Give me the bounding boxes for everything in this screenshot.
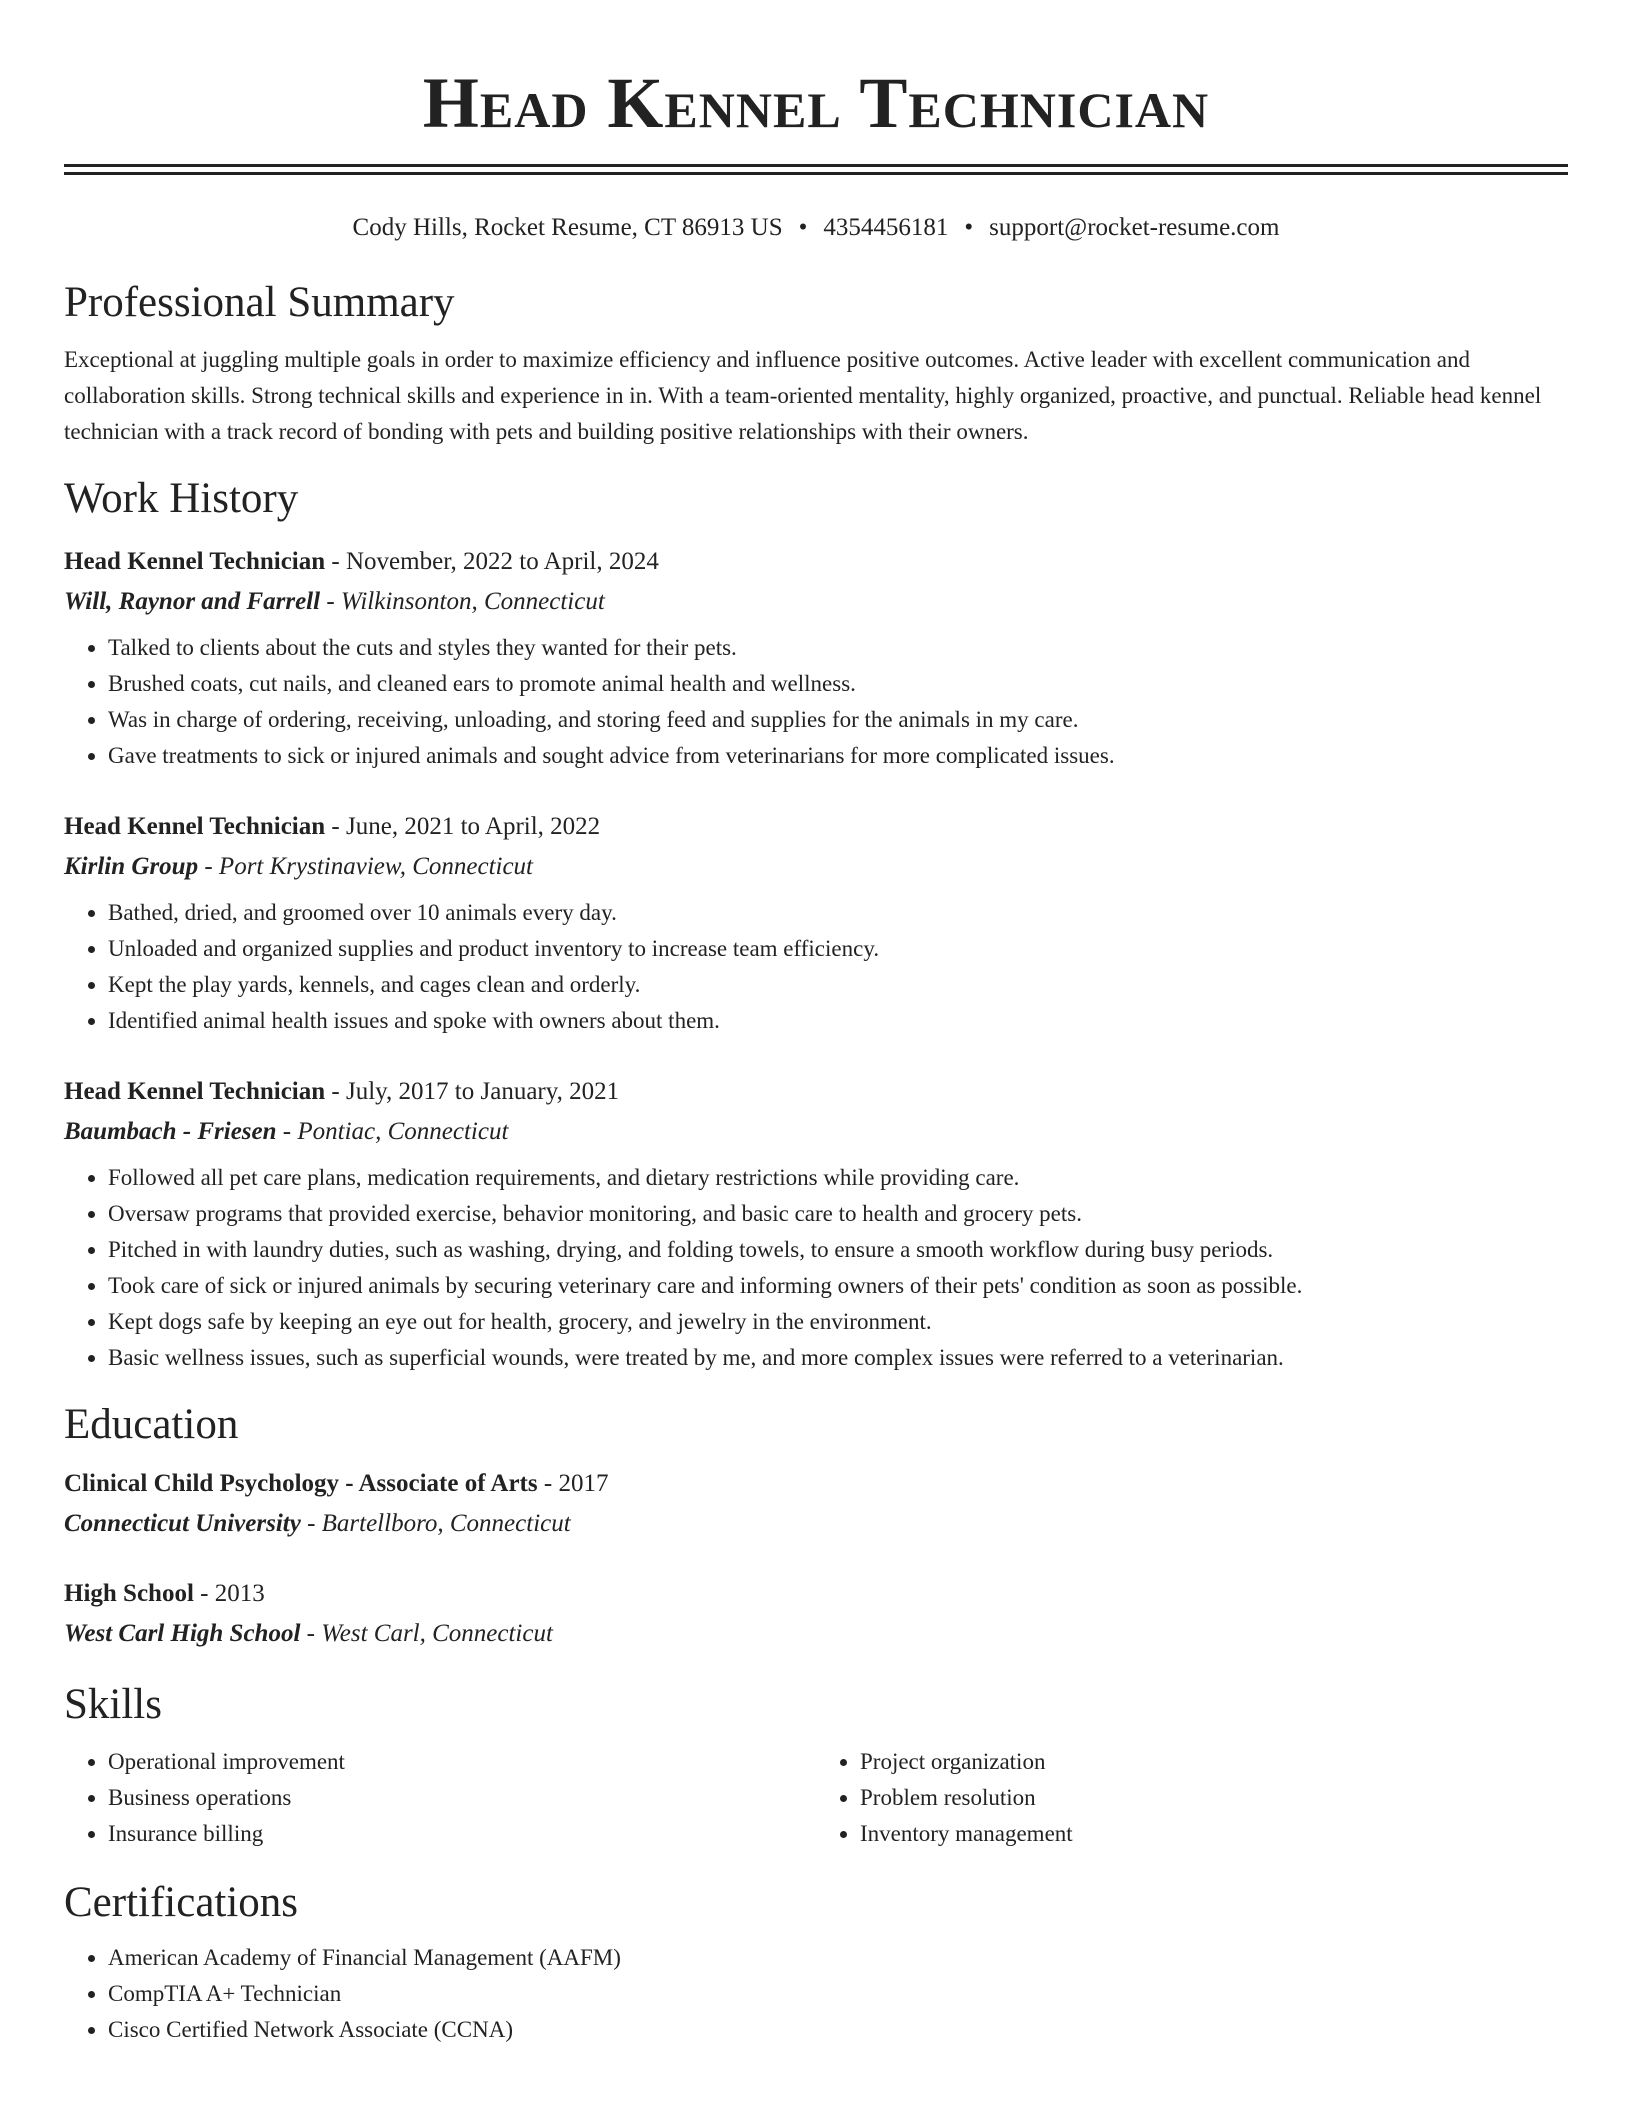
education-location: West Carl, Connecticut	[321, 1620, 553, 1647]
job-duty: • Basic wellness issues, such as superficial wounds, were treated by me, and more complex issues were referred to a veterinarian.	[108, 1340, 1568, 1376]
education-heading-line: Clinical Child Psychology - Associate of Arts - 2017	[64, 1470, 609, 1497]
education-year: 2013	[214, 1580, 265, 1607]
education-year: 2017	[558, 1470, 609, 1497]
skill-item: • Insurance billing	[108, 1816, 816, 1852]
job-entry	[64, 542, 1568, 774]
contact-separator: •	[798, 214, 808, 241]
job-duty: • Brushed coats, cut nails, and cleaned ears to promote animal health and wellness.	[108, 666, 1568, 702]
certification-item: • Cisco Certified Network Associate (CCNA)	[108, 2012, 1568, 2048]
job-dates: November, 2022 to April, 2024	[346, 548, 659, 575]
job-location: Pontiac, Connecticut	[297, 1118, 509, 1145]
skill-item: • Problem resolution	[860, 1780, 1568, 1816]
skills-heading: Skills	[64, 1681, 162, 1728]
education-location: Bartellboro, Connecticut	[321, 1510, 571, 1537]
education-school: West Carl High School	[64, 1620, 301, 1647]
contact-phone: 4354456181	[823, 214, 949, 241]
job-duties-list	[64, 630, 1568, 774]
job-duty: • Bathed, dried, and groomed over 10 animals every day.	[108, 895, 1568, 931]
education-entry	[64, 1574, 1568, 1654]
skill-item: • Operational improvement	[108, 1744, 816, 1780]
job-location: Wilkinsonton, Connecticut	[340, 588, 605, 615]
job-role: Head Kennel Technician	[64, 1078, 326, 1105]
education-degree: Clinical Child Psychology - Associate of Arts	[64, 1470, 538, 1497]
job-employer-line: Will, Raynor and Farrell - Wilkinsonton, Connecticut	[64, 588, 605, 615]
job-duty: • Identified animal health issues and spoke with owners about them.	[108, 1003, 1568, 1039]
header-rule-top	[64, 164, 1568, 167]
job-heading: Head Kennel Technician - November, 2022 to April, 2024	[64, 548, 659, 575]
resume-title: Head Kennel Technician	[422, 63, 1210, 143]
education-school-line: West Carl High School - West Carl, Connecticut	[64, 1620, 553, 1647]
summary-heading: Professional Summary	[64, 279, 455, 326]
job-entry	[64, 1072, 1568, 1376]
certification-item: • CompTIA A+ Technician	[108, 1976, 1568, 2012]
job-duty: • Took care of sick or injured animals by securing veterinary care and informing owners of their pets' condition as soon as possible.	[108, 1268, 1568, 1304]
job-role: Head Kennel Technician	[64, 813, 326, 840]
education-degree: High School	[64, 1580, 194, 1607]
job-dates: July, 2017 to January, 2021	[346, 1078, 620, 1105]
job-location: Port Krystinaview, Connecticut	[218, 853, 533, 880]
job-entry	[64, 807, 1568, 1039]
skills-columns	[64, 1744, 1568, 1852]
job-duties-list	[64, 895, 1568, 1039]
summary-text: Exceptional at juggling multiple goals in order to maximize efficiency and influence positive outcomes. Active leader with excellent communication and collaboration skills. Strong technical skills and experience in in. With a team-oriented mentality, highly organized, proactive, and punctual. Reliable head kennel technician with a track record of bonding with pets and building positive relationships with their owners.	[64, 347, 1542, 444]
job-role: Head Kennel Technician	[64, 548, 326, 575]
job-duty: • Kept dogs safe by keeping an eye out for health, grocery, and jewelry in the environment.	[108, 1304, 1568, 1340]
certifications-list	[64, 1940, 1568, 2048]
job-company: Will, Raynor and Farrell	[64, 588, 321, 615]
education-heading-line: High School - 2013	[64, 1580, 265, 1607]
job-company: Kirlin Group	[64, 853, 199, 880]
certifications-heading: Certifications	[64, 1879, 299, 1926]
skill-item: • Project organization	[860, 1744, 1568, 1780]
contact-email: support@rocket-resume.com	[989, 214, 1280, 241]
skill-item: • Inventory management	[860, 1816, 1568, 1852]
skills-list-left	[64, 1744, 816, 1852]
certification-item: • American Academy of Financial Management (AAFM)	[108, 1940, 1568, 1976]
job-duty: • Oversaw programs that provided exercise, behavior monitoring, and basic care to health and grocery pets.	[108, 1196, 1568, 1232]
job-employer-line: Baumbach - Friesen - Pontiac, Connecticut	[64, 1118, 509, 1145]
education-school: Connecticut University	[64, 1510, 301, 1537]
education-entry	[64, 1464, 1568, 1544]
job-company: Baumbach - Friesen	[64, 1118, 277, 1145]
job-dates: June, 2021 to April, 2022	[346, 813, 601, 840]
job-duty: • Gave treatments to sick or injured animals and sought advice from veterinarians for more complicated issues.	[108, 738, 1568, 774]
job-duty: • Unloaded and organized supplies and product inventory to increase team efficiency.	[108, 931, 1568, 967]
education-school-line: Connecticut University - Bartellboro, Connecticut	[64, 1510, 571, 1537]
contact-separator: •	[964, 214, 974, 241]
job-duty: • Followed all pet care plans, medication requirements, and dietary restrictions while providing care.	[108, 1160, 1568, 1196]
job-duty: • Pitched in with laundry duties, such as washing, drying, and folding towels, to ensure a smooth workflow during busy periods.	[108, 1232, 1568, 1268]
job-duty: • Talked to clients about the cuts and styles they wanted for their pets.	[108, 630, 1568, 666]
contact-line	[64, 212, 1568, 244]
job-duties-list	[64, 1160, 1568, 1376]
header-rule-bottom	[64, 172, 1568, 175]
contact-address: Cody Hills, Rocket Resume, CT 86913 US	[352, 214, 783, 241]
job-heading: Head Kennel Technician - June, 2021 to April, 2022	[64, 813, 601, 840]
job-duty: • Was in charge of ordering, receiving, unloading, and storing feed and supplies for the animals in my care.	[108, 702, 1568, 738]
work-history-heading: Work History	[64, 475, 299, 522]
job-heading: Head Kennel Technician - July, 2017 to January, 2021	[64, 1078, 620, 1105]
skills-list-right	[816, 1744, 1568, 1852]
job-employer-line: Kirlin Group - Port Krystinaview, Connecticut	[64, 853, 533, 880]
job-duty: • Kept the play yards, kennels, and cages clean and orderly.	[108, 967, 1568, 1003]
education-heading: Education	[64, 1401, 239, 1448]
skill-item: • Business operations	[108, 1780, 816, 1816]
